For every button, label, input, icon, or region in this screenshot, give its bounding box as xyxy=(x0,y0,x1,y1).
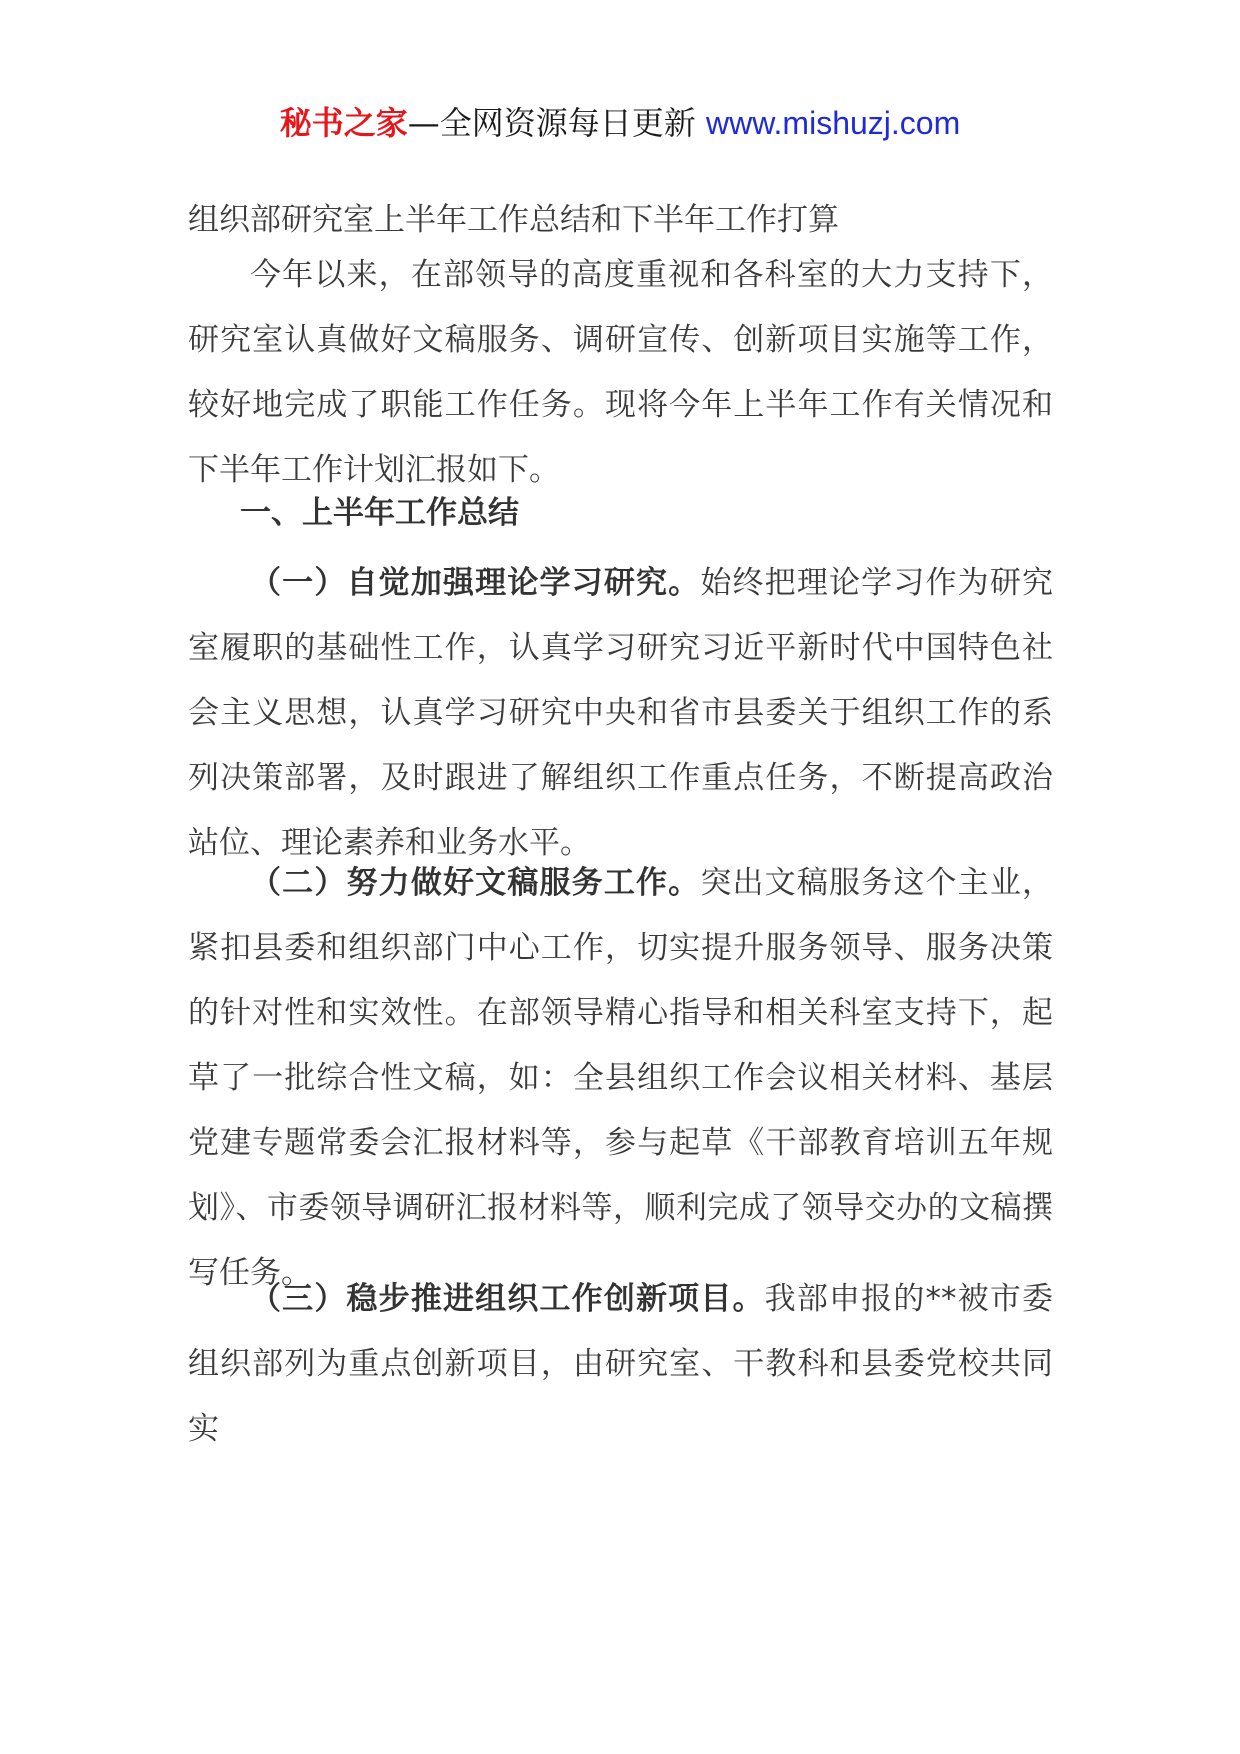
item-1-text: 始终把理论学习作为研究室履职的基础性工作，认真学习研究习近平新时代中国特色社会主义思想，认真学习研究中央和省市县委关于组织工作的系列决策部署，及时跟进了解组织工作重点任务，不断提高政治站位、理论素养和业务水平。 xyxy=(188,565,1054,861)
item-3-paragraph xyxy=(188,1267,1053,1462)
site-url[interactable]: www.mishuzj.com xyxy=(705,105,961,141)
item-3-block xyxy=(188,1267,1053,1462)
item-3-lead: （三）稳步推进组织工作创新项目。 xyxy=(250,1281,765,1317)
item-2-lead: （二）努力做好文稿服务工作。 xyxy=(250,865,701,901)
item-1-block xyxy=(188,551,1053,876)
item-1-paragraph xyxy=(188,551,1053,876)
intro-block xyxy=(188,243,1053,503)
header-slogan: —全网资源每日更新 xyxy=(407,104,696,142)
section-heading: 一、上半年工作总结 xyxy=(240,495,519,531)
intro-paragraph: 今年以来，在部领导的高度重视和各科室的大力支持下，研究室认真做好文稿服务、调研宣传、创新项目实施等工作，较好地完成了职能工作任务。现将今年上半年工作有关情况和下半年工作计划汇报如下。 xyxy=(188,257,1053,488)
site-header xyxy=(0,100,1240,146)
brand-name: 秘书之家 xyxy=(279,104,408,142)
item-2-text: 突出文稿服务这个主业，紧扣县委和组织部门中心工作，切实提升服务领导、服务决策的针对性和实效性。在部领导精心指导和相关科室支持下，起草了一批综合性文稿，如：全县组织工作会议相关材料、基层党建专题常委会汇报材料等，参与起草《干部教育培训五年规划》、市委领导调研汇报材料等，顺利完成了领导交办的文稿撰写任务。 xyxy=(188,865,1054,1291)
item-2-block xyxy=(188,851,1053,1306)
document-title: 组织部研究室上半年工作总结和下半年工作打算 xyxy=(188,202,839,238)
item-3-text: 我部申报的**被市委组织部列为重点创新项目，由研究室、干教科和县委党校共同实 xyxy=(188,1281,1054,1447)
item-1-lead: （一）自觉加强理论学习研究。 xyxy=(250,565,701,601)
item-2-paragraph xyxy=(188,851,1053,1306)
